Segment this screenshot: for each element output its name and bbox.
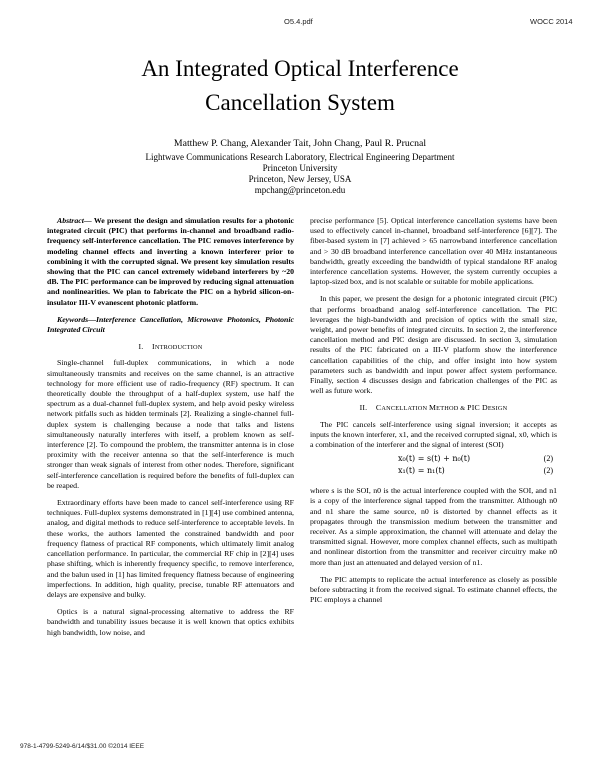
keywords-label: Keywords— bbox=[57, 314, 96, 324]
method-paragraph-2: where s is the SOI, n0 is the actual interference coupled with the SOI, and n1 is a copy of the interference signal tapped from the transmitter. Although n0 and n1 share the same source, n0 is distorted by channel effects as it propagates through the transmission medium between the transmitter and receiver. As a simple approximation, the channel will attenuate and delay the transmitted signal. However, more complex channel effects, such as multipath and nonlinear distortion from the transmitter and receiver circuitry make n0 more than just an attenuated and delayed version of n1. bbox=[310, 486, 557, 567]
equation-2 bbox=[310, 466, 557, 478]
section2-title-m: M bbox=[429, 403, 437, 413]
right-paragraph-2: In this paper, we present the design for a photonic integrated circuit (PIC) that performs broadband analog self-interference cancellation. The PIC leverages the high-bandwidth and precision of optics with the small size, weight, and power benefits of integrated circuits. In section 2, the interference cancellation method and PIC design are discussed. In section 3, simulation results of the PIC fabricated on a III-V platform show the interference cancellation capabilities of the chip, and offer insight into how system parameters such as bandwidth and input power affect system performance. Finally, section 4 discusses design and fabrication challenges of the PIC as well as future work. bbox=[310, 294, 557, 396]
intro-paragraph-1: Single-channel full-duplex communications, in which a node simultaneously transmits and receives on the same channel, is an attractive technology for more efficient use of radio-frequency (RF) spectrum. It can theoretically double the throughput of a half-duplex system, use half the spectrum as a dual-channel full-duplex system, and help avoid pesky wireless network pitfalls such as hidden terminals [2]. Realizing a single-channel full-duplex system is challenging because a node that talks and listens simultaneously naturally interferes with itself, a problem known as self-interference [2]. To compound the problem, the transmitter antenna is in close proximity with the receiver antenna so that the self-interference is much stronger than weak signals of interest from other nodes. Therefore, significant self-interference cancellation is required before the benefits of full-duplex can be reaped. bbox=[47, 358, 294, 490]
section2-heading bbox=[310, 403, 557, 414]
abstract-label: Abstract— bbox=[57, 216, 92, 225]
intro-paragraph-2: Extraordinary efforts have been made to cancel self-interference using RF techniques. Full-duplex systems demonstrated in [1][4] use combined antenna, analog, and digital methods to reduce self-interference to acceptable levels. In these works, the authors lamented the constrained bandwidth and poor frequency flatness of practical RF components, which ultimately limit analog cancellation performance. In particular, the commercial RF chip in [2][4] uses phase shifting, which is inherently frequency specific, to remove interference, and the balun used in [1] has limited frequency flatness because of engineering imperfections. In addition, high quality, precise, tunable RF attenuators and delays are expensive and bulky. bbox=[47, 498, 294, 599]
section1-title-rest: NTRODUCTION bbox=[154, 344, 203, 352]
right-column bbox=[310, 216, 557, 606]
section2-number: II. bbox=[359, 403, 368, 413]
equation-1-body: x₀(t) = s(t) + n₀(t) bbox=[398, 454, 471, 464]
affiliation-location: Princeton, New Jersey, USA bbox=[248, 174, 352, 184]
left-column bbox=[47, 216, 294, 638]
keywords bbox=[47, 315, 294, 335]
paper-title-line1: An Integrated Optical Interference bbox=[141, 56, 459, 81]
section2-title-part1: ANCELLATION bbox=[381, 405, 430, 413]
section1-heading bbox=[47, 342, 294, 353]
copyright-footer: 978-1-4799-5249-6/14/$31.00 ©2014 IEEE bbox=[20, 743, 145, 750]
header-filename: O5.4.pdf bbox=[284, 17, 313, 26]
author-email: mpchang@princeton.edu bbox=[254, 185, 346, 195]
section1-title-initial: I bbox=[152, 342, 155, 352]
abstract bbox=[47, 216, 294, 308]
affiliation-university: Princeton University bbox=[262, 163, 338, 173]
section1-number: I. bbox=[138, 342, 144, 352]
keywords-text: Interference Cancellation, Microwave Photonics, Photonic Integrated Circuit bbox=[47, 314, 294, 335]
section2-title-initial: C bbox=[375, 403, 382, 413]
equation-2-body: x₁(t) = n₁(t) bbox=[398, 466, 445, 476]
equation-1 bbox=[310, 454, 557, 466]
abstract-text: We present the design and simulation results for a photonic integrated circuit (PIC) that performs in-channel and broadband radio-frequency self-interference cancellation. The PIC removes interference by modeling channel effects and inverting a known interferer prior to combining it with the corrupted signal. We present key simulation results showing that the PIC can cancel extremely wideband interferers by ~20 dB. The PIC performance can be improved by reducing signal attenuation and nonlinearities. We plan to fabricate the PIC on a hybrid silicon-on-insulator III-V evanescent photonic platform. bbox=[47, 216, 294, 307]
equation-1-number: (2) bbox=[543, 454, 553, 464]
header-conference: WOCC 2014 bbox=[530, 17, 573, 26]
method-paragraph-3: The PIC attempts to replicate the actual interference as closely as possible before subtracting it from the received signal. To estimate channel effects, the PIC employs a channel bbox=[310, 574, 557, 605]
equation-2-number: (2) bbox=[543, 466, 553, 476]
section2-title-part2: ETHOD & bbox=[436, 405, 468, 413]
method-paragraph-1: The PIC cancels self-interference using signal inversion; it accepts as inputs the known interferer, x1, and the received corrupted signal, x0, which is a combination of the interferer and the signal of interest (SOI) bbox=[310, 419, 557, 450]
paper-title-line2: Cancellation System bbox=[205, 90, 395, 115]
right-paragraph-1: precise performance [5]. Optical interference cancellation systems have been used to effectively cancel in-channel, broadband self-interference [6][7]. The fiber-based system in [7] achieved > 65 narrowband interference cancellation and > 30 dB broadband interference cancellation over 40 MHz instantaneous bandwidth, greatly exceeding the bandwidth of typical standalone RF analog interference cancellation systems. However, the system currently occupies a laptop-sized box, and is not scalable or suitable for mobile applications. bbox=[310, 216, 557, 287]
section2-title-part3: ESIGN bbox=[487, 405, 508, 413]
section2-title-pic: PIC D bbox=[467, 403, 488, 413]
affiliation-lab: Lightwave Communications Research Laboratory, Electrical Engineering Department bbox=[145, 152, 455, 162]
author-list: Matthew P. Chang, Alexander Tait, John Chang, Paul R. Prucnal bbox=[173, 138, 427, 149]
intro-paragraph-3: Optics is a natural signal-processing alternative to address the RF bandwidth and tunability issues because it is well known that optics exhibits high bandwidth, low noise, and bbox=[47, 607, 294, 637]
